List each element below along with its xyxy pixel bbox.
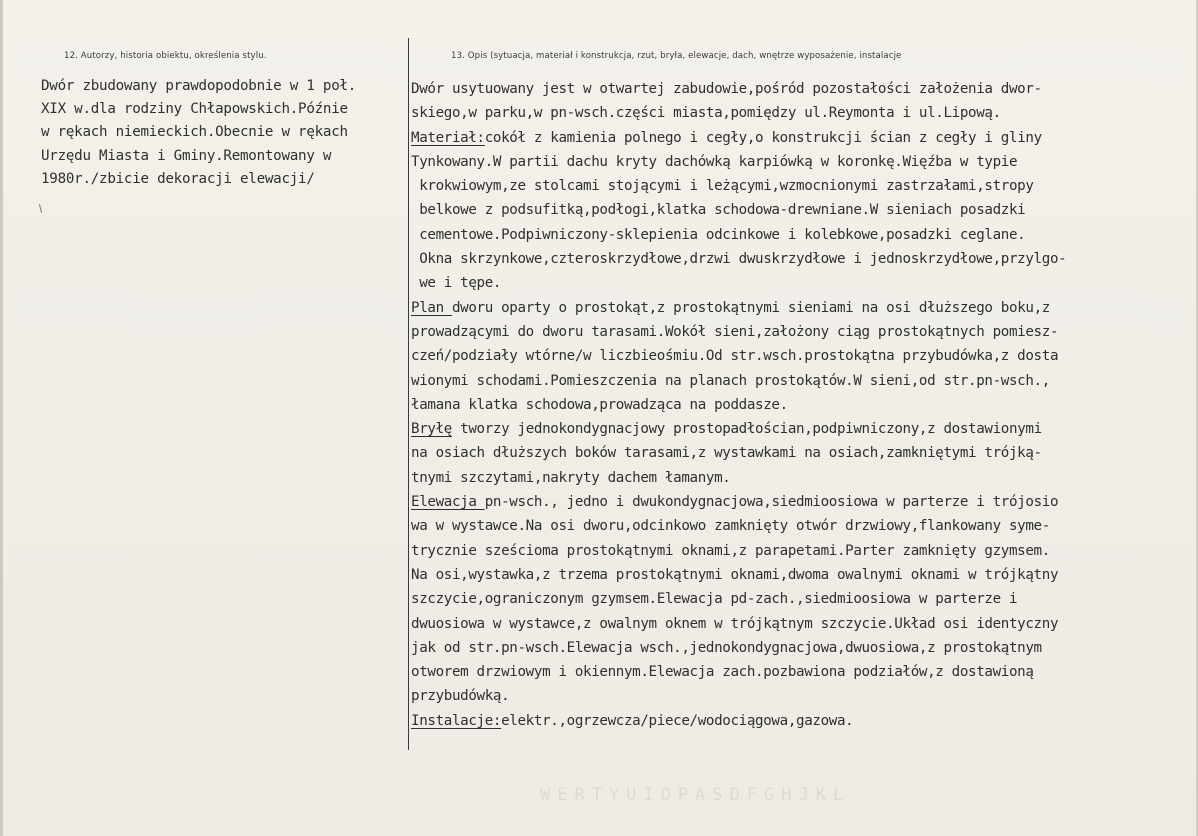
- history-line: Urzędu Miasta i Gminy.Remontowany w: [41, 147, 332, 164]
- description-fragment: Dwór usytuowany jest w otwartej zabudowie,pośród pozostałości założenia dwor-: [411, 81, 1042, 97]
- description-fragment: Okna skrzynkowe,czteroskrzydłowe,drzwi dwuskrzydłowe i jednoskrzydłowe,przylgo-: [411, 251, 1067, 268]
- section-label: Plan: [411, 299, 452, 316]
- description-fragment: otworem drzwiowym i okiennym.Elewacja zach.pozbawiona podziałów,z dostawioną: [411, 664, 1034, 681]
- description-line: [411, 344, 1193, 368]
- description-fragment: elektr.,ogrzewcza/piece/wodociągowa,gazowa.: [501, 712, 854, 729]
- description-line: [411, 417, 1193, 441]
- history-text: [41, 75, 411, 191]
- description-line: [411, 126, 1193, 150]
- history-line: 1980r./zbicie dekoracji elewacji/: [41, 170, 315, 187]
- description-line: [411, 490, 1193, 514]
- description-line: [411, 393, 1193, 417]
- description-line: [411, 660, 1193, 684]
- section-label: Materiał:: [411, 129, 485, 146]
- heading-description: 13. Opis (sytuacja, materiał i konstrukcja, rzut, bryła, elewacje, dach, wnętrze wyposażenie, instalacje: [451, 51, 902, 61]
- description-fragment: tnymi szczytami,nakryty dachem łamanym.: [411, 469, 731, 486]
- description-fragment: we i tępe.: [411, 275, 502, 292]
- description-line: [411, 587, 1193, 611]
- description-fragment: Tynkowany.W partii dachu kryty dachówką karpiówką w koronkę.Więźba w typie: [411, 153, 1018, 170]
- description-line: [411, 369, 1193, 393]
- description-line: [411, 198, 1193, 222]
- description-fragment: krokwiowym,ze stolcami stojącymi i leżącymi,wzmocnionymi zastrzałami,stropy: [411, 178, 1034, 195]
- description-line: [411, 223, 1193, 247]
- description-line: [411, 441, 1193, 465]
- description-fragment: szczycie,ograniczonym gzymsem.Elewacja pd-zach.,siedmioosiowa w parterze i: [411, 591, 1018, 608]
- description-line: [411, 271, 1193, 295]
- description-line: [411, 709, 1193, 733]
- description-line: [411, 636, 1193, 660]
- description-fragment: trycznie sześcioma prostokątnymi oknami,z parapetami.Parter zamknięty gzymsem.: [411, 542, 1050, 559]
- description-fragment: na osiach dłuższych boków tarasami,z wystawkami na osiach,zamkniętymi trójką-: [411, 445, 1042, 462]
- description-line: [411, 514, 1193, 538]
- paper-edge-left: [0, 0, 3, 836]
- description-line: [411, 77, 1193, 101]
- description-fragment: wa w wystawce.Na osi dworu,odcinkowo zamknięty otwór drzwiowy,flankowany syme-: [411, 518, 1050, 535]
- description-fragment: belkowe z podsufitką,podłogi,klatka schodowa-drewniane.W sieniach posadzki: [411, 202, 1026, 219]
- history-line: w rękach niemieckich.Obecnie w rękach: [41, 124, 348, 141]
- section-label: Bryłę: [411, 421, 452, 438]
- section-label: Instalacje:: [411, 712, 502, 729]
- description-fragment: pn-wsch., jedno i dwukondygnacjowa,siedmioosiowa w parterze i trójosio: [484, 494, 1059, 511]
- description-fragment: cementowe.Podpiwniczony-sklepienia odcinkowe i kolebkowe,posadzki ceglane.: [411, 226, 1026, 243]
- description-line: [411, 150, 1193, 174]
- description-line: [411, 563, 1193, 587]
- description-fragment: przybudówką.: [411, 688, 510, 705]
- description-fragment: dworu oparty o prostokąt,z prostokątnymi sieniami na osi dłuższego boku,z: [451, 299, 1050, 316]
- description-line: [411, 320, 1193, 344]
- description-fragment: Na osi,wystawka,z trzema prostokątnymi oknami,dwoma owalnymi oknami w trójkątny: [411, 566, 1059, 583]
- pen-mark: [39, 204, 42, 213]
- description-fragment: dwuosiowa w wystawce,z owalnym oknem w trójkątnym szczycie.Układ osi identyczny: [411, 615, 1059, 632]
- description-fragment: jak od str.pn-wsch.Elewacja wsch.,jednokondygnacjowa,dwuosiowa,z prostokątnym: [411, 639, 1042, 656]
- description-line: [411, 684, 1193, 708]
- description-line: [411, 296, 1193, 320]
- heading-authors-history: 12. Autorzy, historia obiektu, określenia stylu.: [64, 51, 267, 61]
- description-fragment: tworzy jednokondygnacjowy prostopadłościan,podpiwniczony,z dostawionymi: [451, 421, 1042, 438]
- description-fragment: wionymi schodami.Pomieszczenia na planach prostokątów.W sieni,od str.pn-wsch.,: [411, 372, 1050, 389]
- description-line: [411, 174, 1193, 198]
- history-line: Dwór zbudowany prawdopodobnie w 1 poł.: [41, 78, 357, 94]
- description-line: [411, 612, 1193, 636]
- description-text: [411, 77, 1193, 733]
- description-fragment: czeń/podziały wtórne/w liczbieośmiu.Od str.wsch.prostokątna przybudówka,z dosta: [411, 348, 1059, 365]
- description-fragment: skiego,w parku,w pn-wsch.części miasta,pomiędzy ul.Reymonta i ul.Lipową.: [411, 105, 1001, 122]
- description-fragment: łamana klatka schodowa,prowadząca na poddasze.: [411, 396, 788, 413]
- description-fragment: prowadzącymi do dworu tarasami.Wokół sieni,założony ciąg prostokątnych pomiesz-: [411, 323, 1059, 340]
- history-line: XIX w.dla rodziny Chłapowskich.Późnie: [41, 101, 348, 118]
- description-line: [411, 466, 1193, 490]
- description-line: [411, 539, 1193, 563]
- description-fragment: cokół z kamienia polnego i cegły,o konstrukcji ścian z cegły i gliny: [484, 129, 1042, 146]
- show-through-text: WERTYUIOPASDFGHJKL: [540, 785, 851, 805]
- description-line: [411, 247, 1193, 271]
- description-line: [411, 101, 1193, 125]
- section-label: Elewacja: [411, 494, 485, 511]
